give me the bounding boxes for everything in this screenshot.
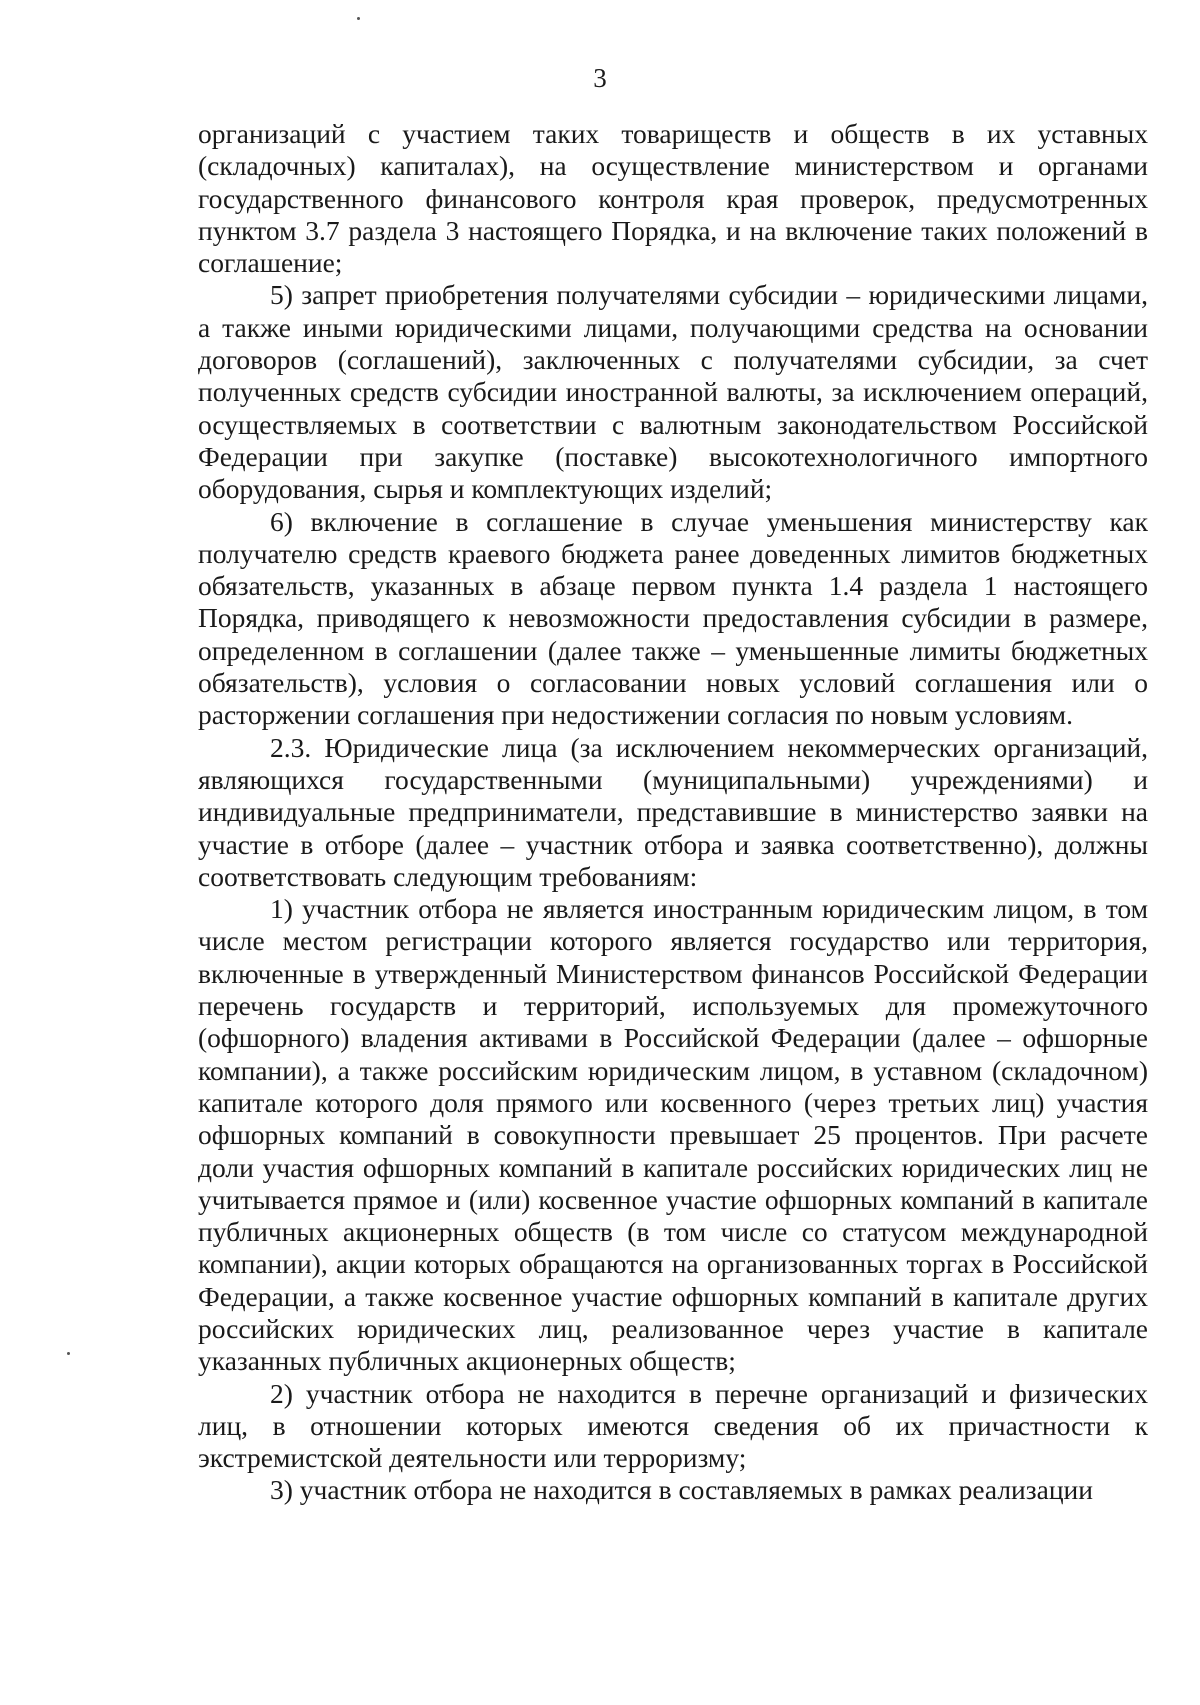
paragraph-item-6: 6) включение в соглашение в случае уменьшения министерству как получателю средств краевого бюджета ранее доведенных лимитов бюджетных обязательств, указанных в абзаце первом пункта 1.4 раздела 1 настоящего Порядка, приводящего к невозможности предоставления субсидии в размере, определенном в соглашении (далее также – уменьшенные лимиты бюджетных обязательств), условия о согласовании новых условий соглашения или о расторжении соглашения при недостижении согласия по новым условиям. (198, 505, 1148, 731)
paragraph-section-2-3: 2.3. Юридические лица (за исключением некоммерческих организаций, являющихся государственными (муниципальными) учреждениями) и индивидуальные предприниматели, представившие в министерство заявки на участие в отборе (далее – участник отбора и заявка соответственно), должны соответствовать следующим требованиям: (198, 731, 1148, 892)
paragraph-requirement-1: 1) участник отбора не является иностранным юридическим лицом, в том числе местом регистрации которого является государство или территория, включенные в утвержденный Министерством финансов Российской Федерации перечень государств и территорий, используемых для промежуточного (офшорного) владения активами в Российской Федерации (далее – офшорные компании), а также российским юридическим лицом, в уставном (складочном) капитале которого доля прямого или косвенного (через третьих лиц) участия офшорных компаний в совокупности превышает 25 процентов. При расчете доли участия офшорных компаний в капитале российских юридических лиц не учитывается прямое и (или) косвенное участие офшорных компаний в капитале публичных акционерных обществ (в том числе со статусом международной компании), акции которых обращаются на организованных торгах в Российской Федерации, а также косвенное участие офшорных компаний в капитале других российских юридических лиц, реализованное через участие в капитале указанных публичных акционерных обществ; (198, 893, 1148, 1377)
paragraph-continuation: организаций с участием таких товариществ и обществ в их уставных (складочных) капиталах), на осуществление министерством и органами государственного финансового контроля края проверок, предусмотренных пунктом 3.7 раздела 3 настоящего Порядка, и на включение таких положений в соглашение; (198, 118, 1148, 279)
document-body (198, 118, 1148, 1507)
paragraph-requirement-3: 3) участник отбора не находится в составляемых в рамках реализации (270, 1474, 1093, 1506)
page-number: 3 (593, 63, 607, 93)
paragraph-requirement-2: 2) участник отбора не находится в перечне организаций и физических лиц, в отношении которых имеются сведения об их причастности к экстремистской деятельности или терроризму; (198, 1377, 1148, 1474)
paragraph-item-5: 5) запрет приобретения получателями субсидии – юридическими лицами, а также иными юридическими лицами, получающими средства на основании договоров (соглашений), заключенных с получателями субсидии, за счет полученных средств субсидии иностранной валюты, за исключением операций, осуществляемых в соответствии с валютным законодательством Российской Федерации при закупке (поставке) высокотехнологичного импортного оборудования, сырья и комплектующих изделий; (198, 279, 1148, 505)
scan-speck (357, 17, 360, 20)
scan-speck (67, 1352, 70, 1355)
